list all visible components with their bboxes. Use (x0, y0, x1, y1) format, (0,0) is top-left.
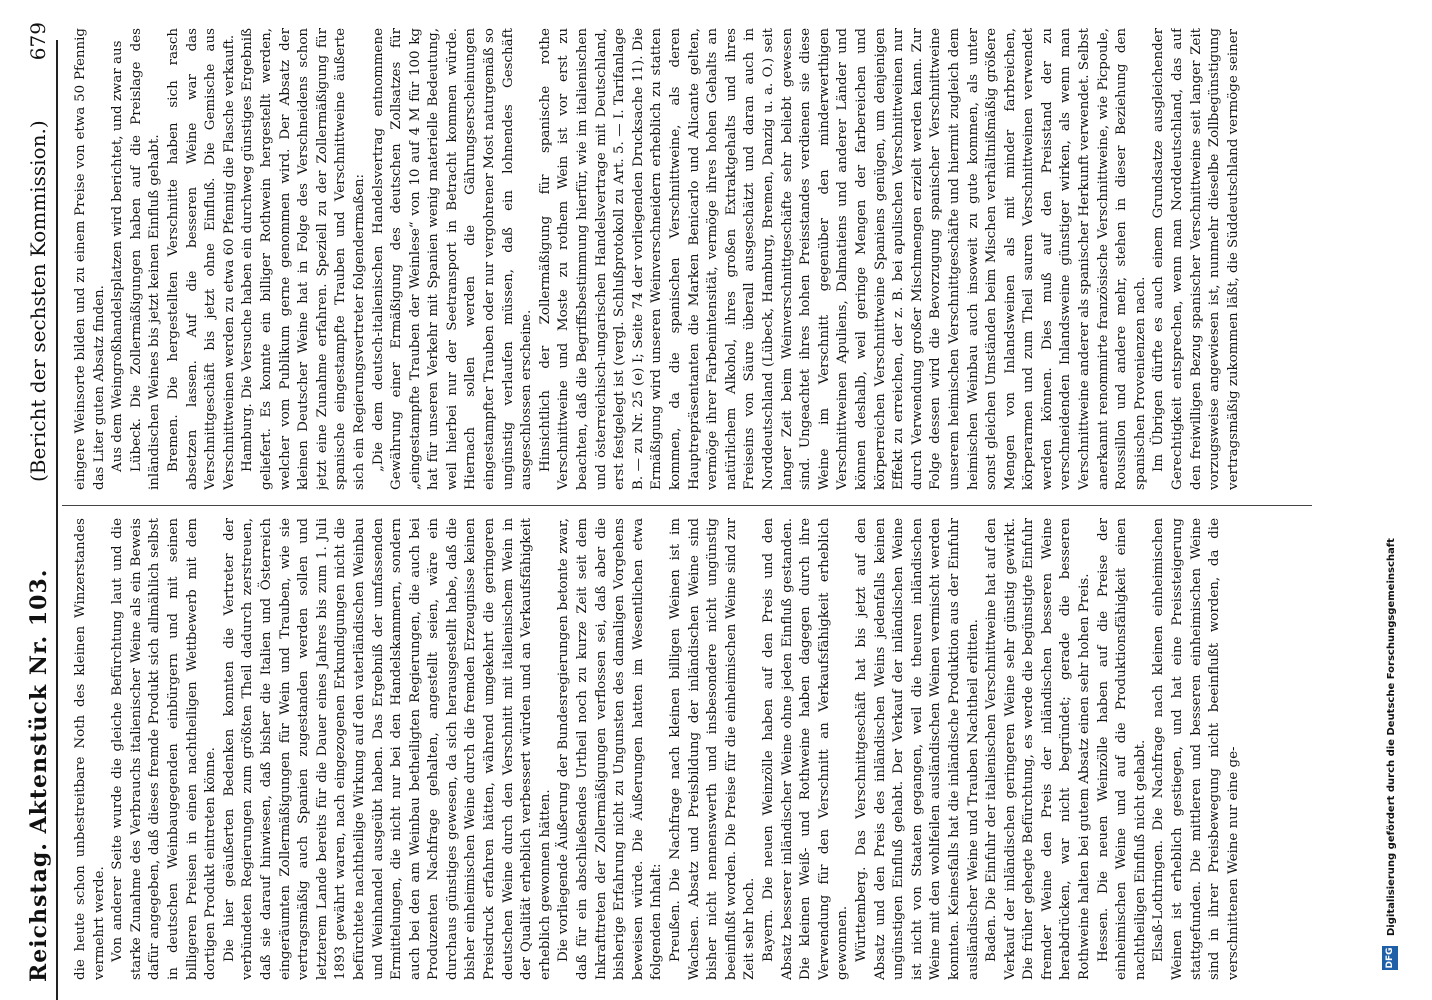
paragraph: Hamburg. Die Versuche haben ein durchweg günstiges Ergebniß geliefert. Es konnte ein billiger Rothwein hergestellt werden, welcher vom Publikum gerne genommen wird. Der Absatz der kleinen Deutscher Weine hat in Folge des Verschneidens schon jetzt eine Zunahme erfahren. Speziell zu der Zollermäßigung für spanische eingestampfte Trauben und Verschnittweine äußerte sich ein Regierungsvertreter folgendermaßen: (240, 28, 367, 490)
paragraph: Hessen. Die neuen Weinzölle haben auf die Preise der einheimischen Weine und auf die Produktionsfähigkeit einen nachtheiligen Einfluß nicht gehabt. (1095, 518, 1148, 980)
right-text-column (72, 28, 1307, 490)
dfg-logo: DFG (1382, 946, 1398, 970)
paragraph: Preußen. Die Nachfrage nach kleinen billigen Weinen ist im Wachsen. Absatz und Preisbildung der inländischen Weine sind bisher nicht nennenswerth und insbesondere nicht ungünstig beeinflußt worden. Die Preise für die einheimischen Weine sind zur Zeit sehr hoch. (668, 518, 758, 980)
page-number: 679 (26, 22, 50, 61)
paragraph: Aus dem Weingroßhandelsplatzen wird berichtet, und zwar aus (110, 40, 126, 472)
running-head-right (26, 22, 72, 482)
paragraph: Bayern. Die neuen Weinzölle haben auf den Preis und den Absatz besserer inländischer Weine ohne jeden Einfluß gestanden. Die kleinen Weiß- und Rothweine haben dagegen durch ihre Verwendung für den Verschnitt an Verkaufsfähigkeit erheblich gewonnen. (760, 518, 851, 980)
running-head-left: Reichstag. Aktenstück Nr. 103. (26, 568, 52, 982)
paragraph: Von anderer Seite wurde die gleiche Befürchtung laut und die starke Zunahme des Verbrauchs italienischer Weine als ein Beweis dafür angegeben, daß dieses fremde Produkt sich allmählich selbst in deutschen Weinbaugegenden einbürgern und mit seinen billigeren Preisen in einen nachtheiligen Wettbewerb mit dem dortigen Produkt eintreten könne. (110, 518, 219, 980)
paragraph: Lübeck. Die Zollermäßigungen haben auf die Preislage des inländischen Weines bis jetzt keinen Einfluß gehabt. (128, 28, 163, 490)
paragraph: die heute schon unbestreitbare Noth des kleinen Winzerstandes vermehrt werde. (73, 518, 107, 980)
digitization-credit (1380, 0, 1406, 1000)
column-divider (62, 505, 1312, 506)
paragraph: Baden. Die Einfuhr der italienischen Verschnittweine hat auf den Verkauf der inländischen geringeren Weine sehr günstig gewirkt. Die früher gehegte Befürchtung, es werde die begünstigte Einfuhr fremder Weine den Preis der inländischen besseren Weine herabdrücken, war nicht begründet; gerade die besseren Rothweine halten bei gutem Absatz einen sehr hohen Preis. (984, 518, 1093, 980)
paragraph: Die vorliegende Äußerung der Bundesregierungen betonte zwar, daß für ein abschließendes Urtheil noch zu kurze Zeit seit dem Inkrafttreten der Zollermäßigungen verflossen sei, daß aber die bisherige Erfahrung nicht zu Ungunsten des damaligen Vorgehens beweisen würde. Die Äußerungen hatten im Wesentlichen etwa folgenden Inhalt: (556, 518, 665, 980)
paragraph: Im Übrigen dürfte es auch einem Grundsatze ausgleichender Gerechtigkeit entsprechen, wenn man Norddeutschland, das auf den freiwilligen Bezug spanischer Verschnittweine seit langer Zeit vorzugsweise angewiesen ist, nunmehr dieselbe Zollbegünstigung vertragsmäßig zukommen läßt, die Süddeutschland vermöge seiner (1151, 28, 1241, 490)
left-text-column (72, 518, 1307, 980)
paragraph: eingere Weinsorte bilden und zu einem Preise von etwa 50 Pfennig das Liter guten Absatz finden. (73, 28, 107, 490)
paragraph: „Die dem deutsch-italienischen Handelsvertrag entnommene Gewährung einer Ermäßigung des deutschen Zollsatzes für „eingestampfte Trauben der Weinlese“ von 10 auf 4 M für 100 kg hat für unseren Verkehr mit Spanien wenig materielle Bedeutung, weil hierbei nur der Seetransport in Betracht kommen würde. Hiernach sollen werden die Gährungserscheinungen eingestampfter Trauben oder nur vergohrener Most naturgemäß so ungünstig verlaufen müssen, daß ein lohnendes Geschäft ausgeschlossen erscheine. (370, 28, 535, 490)
credit-text: Digitalisierung gefördert durch die Deutsche Forschungsgemeinschaft (1386, 538, 1397, 936)
page-header (26, 22, 72, 982)
report-title: (Bericht der sechsten Kommission.) (26, 120, 50, 482)
paragraph: Elsaß-Lothringen. Die Nachfrage nach kleinen einheimischen Weinen ist erheblich gestiegen, und hat eine Preissteigerung stattgefunden. Die mittleren und besseren einheimischen Weine sind in ihrer Preisbewegung nicht beeinflußt worden, da die verschnittenen Weine nur eine ge- (1151, 518, 1241, 980)
paragraph: Hinsichtlich der Zollermäßigung für spanische rothe Verschnittweine und Moste zu rothem Wein ist vor erst zu beachten, daß die Begriffsbestimmung hierfür, wie im italienischen und österreichisch-ungarischen Handelsvertrage mit Deutschland, erst festgelegt ist (vergl. Schlußprotokoll zu Art. 5. — I. Tarifanlage B. — zu Nr. 25 (e) I; Seite 74 der vorliegenden Drucksache 11). Die Ermäßigung wird unseren Weinverschneidern erheblich zu statten kommen, da die spanischen Verschnittweine, als deren Hauptrepräsentanten die Marken Benicarlo und Alicante gelten, vermöge ihrer Farbenintensität, vermöge ihres hohen Gehalts an natürlichem Alkohol, ihres großen Extraktgehalts und ihres Freiseins von Säure überall ausgeschätzt und daran auch in Norddeutschland (Lübeck, Hamburg, Bremen, Danzig u. a. O.) seit langer Zeit beim Weinverschnittgeschäfte sehr beliebt gewesen sind. Ungeachtet ihres hohen Preisstandes verdienen sie diese Weine im Verschnitt gegenüber den minderwerthigen Verschnittweinen Apuliens, Dalmatiens und anderer Länder und können deshalb, weil geringe Mengen der farbereichen und körperreichen Verschnittweine Spaniens genügen, um denjenigen Effekt zu erreichen, der z. B. bei apulischen Verschnittweinen nur durch Verwendung großer Mischmengen erzielt werden kann. Zur Folge dessen wird die Bevorzugung spanischer Verschnittweine unserem heimischen Verschnittgeschäfte und hiermit zugleich dem heimischen Weinbau auch insoweit zu gute kommen, als unter sonst gleichen Umständen beim Mischen verhältnißmäßig größere Mengen von Inlandsweinen als mit minder farbreichen, körperarmen und zum Theil sauren Verschnittweinen verwendet werden können. Dies muß auf den Preisstand der zu verschneidenden Inlandsweine günstiger wirken, als wenn man Verschnittweine anderer als spanischer Herkunft verwendet. Selbst anerkannt renommirte französische Verschnittweine, wie Picpoule, Roussillon und andere mehr, stehen in dieser Beziehung den spanischen Provenienzen nach. (537, 28, 1148, 490)
header-rule (56, 40, 58, 1000)
paragraph: Bremen. Die hergestellten Verschnitte haben sich rasch absetzen lassen. Auf die besseren Weine war das Verschnittgeschäft bis jetzt ohne Einfluß. Die Gemische aus Verschnittweinen werden zu etwa 60 Pfennig die Flasche verkauft. (165, 28, 237, 490)
paragraph: Die hier geäußerten Bedenken konnten die Vertreter der verbündeten Regierungen zum größten Theil dadurch zerstreuen, daß sie darauf hinwiesen, daß bisher die Italien und Österreich eingeräumten Zollermäßigungen für Wein und Trauben, wie sie vertragsmäßig auch Spanien zugestanden werden sollen und letzterem Lande bereits für die Dauer eines Jahres bis zum 1. Juli 1893 gewährt waren, nach eingezogenen Erkundigungen nicht die befürchtete nachtheilige Wirkung auf den vaterländischen Weinbau und Weinhandel ausgeübt haben. Das Ergebniß der umfassenden Ermittelungen, die nicht nur bei den Handelskammern, sondern auch bei den am Weinbau betheiligten Regierungen, die auch bei Produzenten Nachfrage gehalten, angestellt seien, wäre ein durchaus günstiges gewesen, da sich herausgestellt habe, daß die bisher einheimischen Weine durch die fremden Erzeugnisse keinen Preisdruck erfahren hätten, während umgekehrt die geringeren deutschen Weine durch den Verschnitt mit italienischem Wein in der Qualität erheblich verbessert würden und an Verkaufsfähigkeit erheblich gewonnen hätten. (221, 518, 553, 980)
paragraph: Württemberg. Das Verschnittgeschäft hat bis jetzt auf den Absatz und den Preis des inländischen Weins jedenfalls keinen ungünstigen Einfluß gehabt. Der Verkauf der inländischen Weine ist nicht von Staaten gegangen, weil die theuren inländischen Weine mit den wohlfeilen ausländischen Weinen vermischt werden konnten. Keinesfalls hat die inländische Produktion aus der Einfuhr ausländischer Weine und Trauben Nachtheil erlitten. (853, 518, 981, 980)
